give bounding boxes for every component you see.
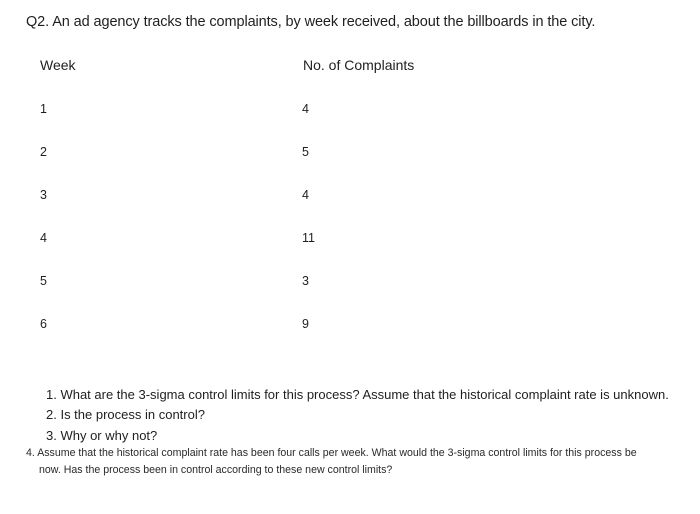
week-cell: 2 (40, 145, 47, 159)
complaints-cell: 3 (302, 274, 309, 288)
week-cell: 5 (40, 274, 47, 288)
question-title: Q2. An ad agency tracks the complaints, by week received, about the billboards in the city. (26, 14, 596, 30)
complaints-cell: 11 (302, 231, 315, 245)
complaints-cell: 4 (302, 102, 309, 116)
week-column-header: Week (40, 57, 76, 73)
subquestion-3: 3. Why or why not? (46, 428, 158, 443)
week-cell: 3 (40, 188, 47, 202)
complaints-cell: 5 (302, 145, 309, 159)
week-cell: 4 (40, 231, 47, 245)
subquestion-1: 1. What are the 3-sigma control limits for this process? Assume that the historical complaint rate is unknown. (46, 387, 669, 402)
subquestion-4-line-2: now. Has the process been in control according to these new control limits? (39, 464, 393, 476)
complaints-cell: 9 (302, 317, 309, 331)
subquestion-4-line-1: 4. Assume that the historical complaint rate has been four calls per week. What would the 3-sigma control limits for this process be (26, 447, 637, 459)
week-cell: 1 (40, 102, 47, 116)
subquestion-2: 2. Is the process in control? (46, 407, 205, 422)
complaints-cell: 4 (302, 188, 309, 202)
subquestion-4 (26, 445, 691, 479)
week-cell: 6 (40, 317, 47, 331)
complaints-column-header: No. of Complaints (303, 57, 415, 73)
